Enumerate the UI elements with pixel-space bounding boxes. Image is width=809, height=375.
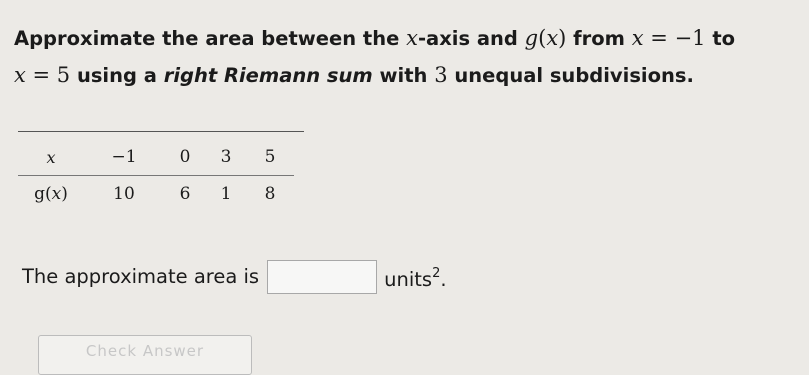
table-header-func: g (34, 184, 45, 204)
table-row-gx (18, 176, 294, 213)
subdivision-count: 3 (434, 63, 448, 87)
math-variable-x: x (406, 26, 418, 50)
table-top-divider (18, 131, 304, 132)
table-header-paren: ( (45, 184, 52, 204)
units-period: . (440, 268, 447, 291)
table-header-paren: ) (61, 184, 68, 204)
check-answer-button[interactable] (38, 335, 252, 375)
table-cell: 1 (220, 184, 232, 204)
question-text-segment: to (705, 27, 736, 50)
math-from-value: = −1 (643, 26, 706, 50)
math-paren: ( (538, 26, 547, 50)
answer-units (384, 256, 446, 298)
answer-prefix: The approximate area is (22, 265, 260, 288)
question-text-segment: from (566, 27, 632, 50)
table-cell: 0 (164, 139, 206, 176)
units-label: units (384, 268, 433, 291)
riemann-method-text: right Riemann sum (163, 64, 373, 87)
table-cell: 6 (179, 184, 191, 204)
question-text-segment: Approximate the area between the (14, 27, 407, 50)
table-row-x (18, 139, 294, 176)
table-header-arg: x (51, 184, 62, 204)
table-cell: 8 (264, 184, 276, 204)
values-table (18, 139, 294, 212)
question-text-segment: unequal subdivisions. (447, 64, 694, 87)
math-function-g: g (524, 26, 539, 50)
table-cell: 5 (246, 139, 294, 176)
check-answer-label: Check Answer (85, 342, 205, 360)
question-text-segment: with (372, 64, 435, 87)
table-header-gx (18, 176, 84, 213)
math-from-variable: x (631, 26, 644, 50)
units-exponent: 2 (432, 266, 441, 281)
table-cell: 3 (206, 139, 246, 176)
math-to-value: = 5 (25, 63, 71, 87)
table-cell: −1 (84, 139, 164, 176)
math-function-arg: x (546, 26, 559, 50)
table-header-x: x (18, 139, 84, 176)
question-text-segment: using a (70, 64, 164, 87)
table-cell: 10 (113, 184, 135, 204)
answer-line (22, 256, 447, 298)
question-text (14, 20, 804, 94)
math-paren: ) (558, 26, 567, 50)
math-to-variable: x (14, 63, 26, 87)
question-text-segment: -axis and (417, 27, 525, 50)
answer-input[interactable] (267, 260, 377, 294)
